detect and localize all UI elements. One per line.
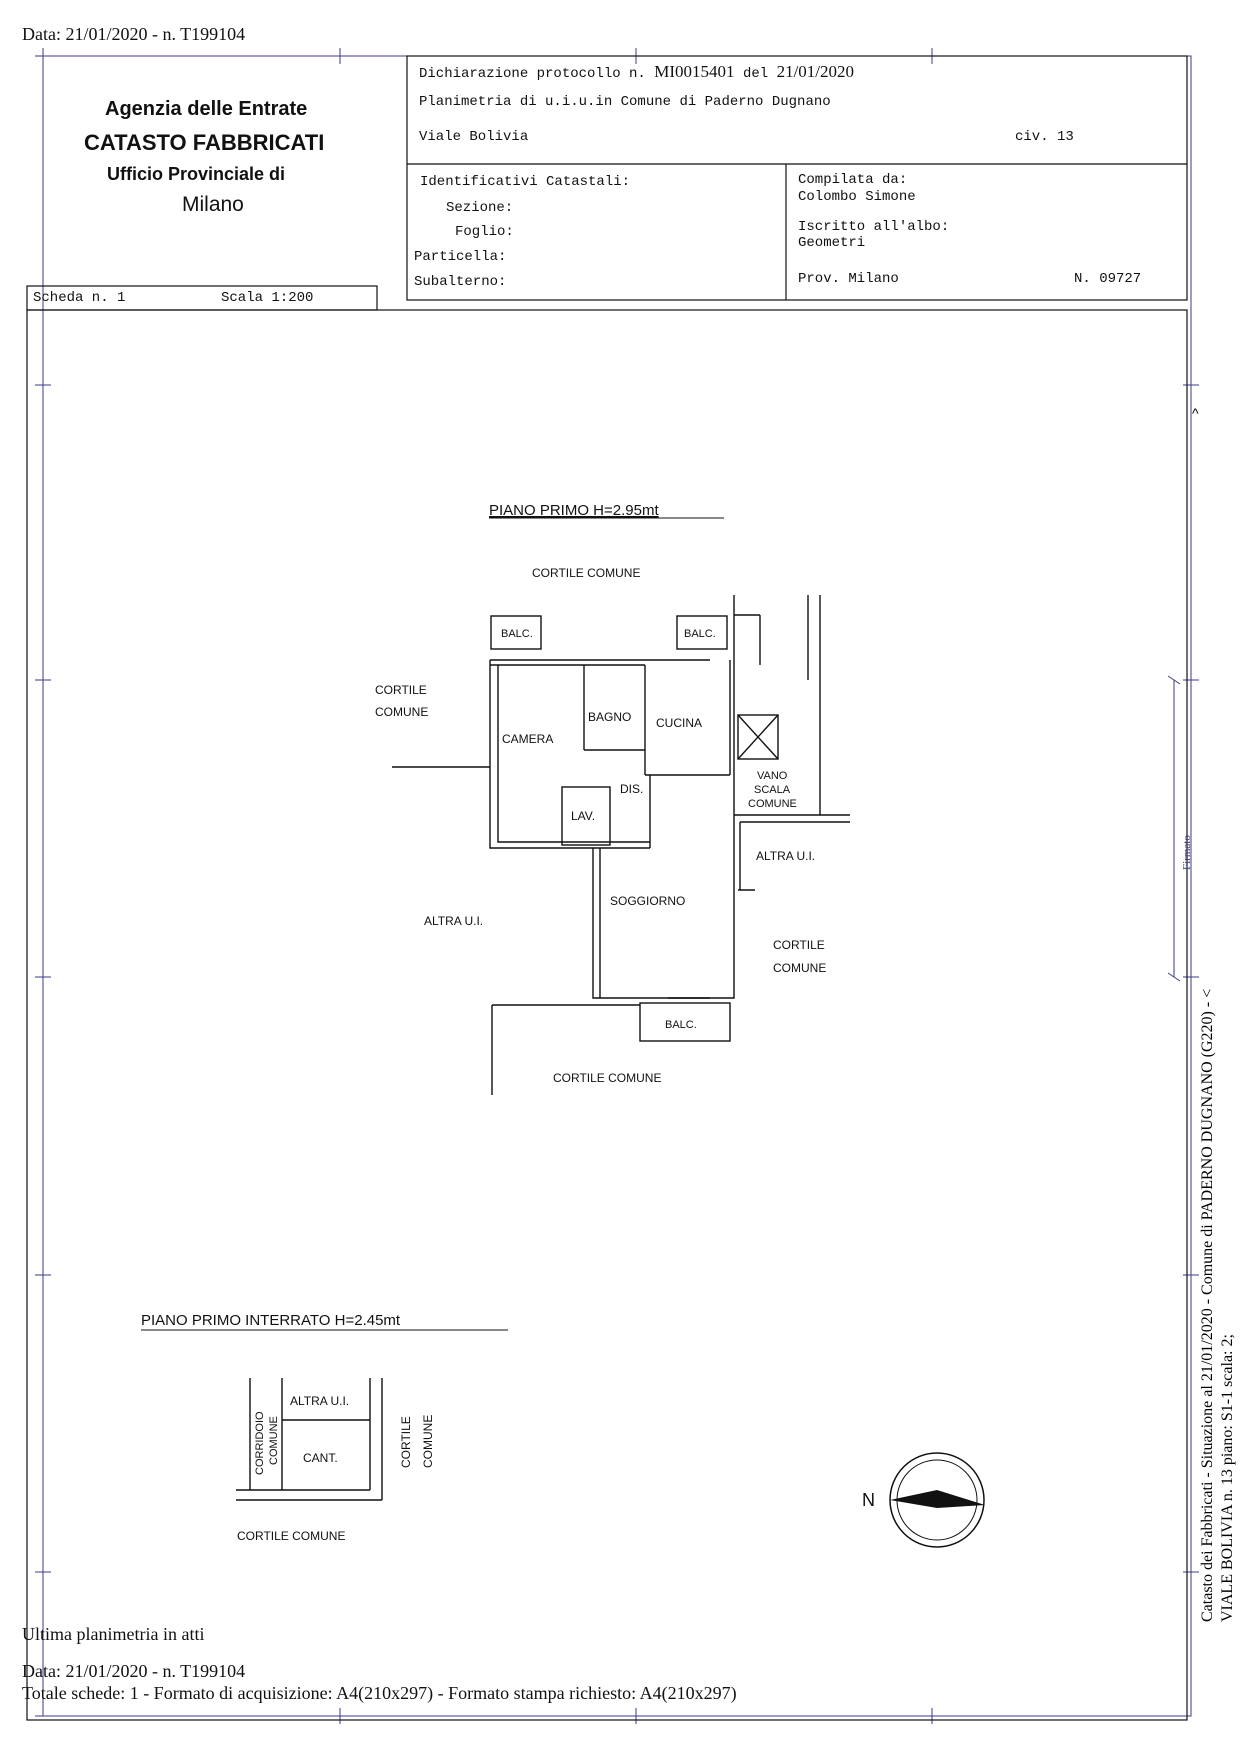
albo-value: Geometri bbox=[798, 235, 866, 251]
label-cortile-top: CORTILE COMUNE bbox=[532, 566, 641, 580]
label-cortile-bottom: CORTILE COMUNE bbox=[553, 1071, 662, 1085]
side-marker: Firmato bbox=[1181, 835, 1193, 870]
label-cant: CANT. bbox=[303, 1451, 338, 1465]
label-altra-left: ALTRA U.I. bbox=[424, 914, 484, 928]
label-cortile-basement: CORTILE COMUNE bbox=[237, 1529, 346, 1543]
header-date: Data: 21/01/2020 - n. T199104 bbox=[22, 24, 246, 44]
scheda-label: Scheda n. 1 bbox=[33, 290, 126, 306]
compass-n: N bbox=[862, 1490, 875, 1510]
first-floor-plan bbox=[392, 595, 850, 1095]
outer-frame bbox=[35, 48, 1199, 1724]
agency-line1: Agenzia delle Entrate bbox=[105, 98, 308, 120]
label-corridoio-2: COMUNE bbox=[268, 1416, 280, 1465]
label-cucina: CUCINA bbox=[656, 716, 703, 730]
scala-label: Scala 1:200 bbox=[221, 290, 314, 306]
plan-basement-title: PIANO PRIMO INTERRATO H=2.45mt bbox=[141, 1312, 401, 1329]
id-foglio: Foglio: bbox=[455, 224, 514, 240]
protocol-del: del bbox=[742, 66, 769, 82]
label-vano-3: COMUNE bbox=[748, 798, 797, 810]
label-cortile-v-1: CORTILE bbox=[399, 1416, 413, 1468]
label-balc-1: BALC. bbox=[501, 628, 533, 640]
label-vano-1: VANO bbox=[757, 770, 788, 782]
agency-line3: Ufficio Provinciale di bbox=[107, 164, 286, 184]
protocol-number: MI0015401 bbox=[654, 62, 735, 81]
label-cortile-v-2: COMUNE bbox=[421, 1414, 435, 1468]
label-altra-right: ALTRA U.I. bbox=[756, 849, 816, 863]
label-altra-basement: ALTRA U.I. bbox=[290, 1394, 350, 1408]
compilata-label: Compilata da: bbox=[798, 172, 908, 188]
header-box bbox=[27, 56, 1187, 1720]
label-soggiorno: SOGGIORNO bbox=[610, 894, 686, 908]
prov-value: Prov. Milano bbox=[798, 271, 899, 287]
label-camera: CAMERA bbox=[502, 732, 554, 746]
label-cortile-right-1: CORTILE bbox=[773, 938, 825, 952]
label-cortile-right-2: COMUNE bbox=[773, 961, 827, 975]
label-corridoio-1: CORRIDOIO bbox=[254, 1411, 266, 1475]
label-bagno: BAGNO bbox=[588, 710, 632, 724]
side-caret: ^ bbox=[1192, 405, 1199, 421]
plan-first-title: PIANO PRIMO H=2.95mt bbox=[489, 502, 659, 519]
label-dis: DIS. bbox=[620, 782, 644, 796]
label-balc-2: BALC. bbox=[684, 628, 716, 640]
label-balc-3: BALC. bbox=[665, 1019, 697, 1031]
street-line: Viale Bolivia bbox=[419, 129, 529, 145]
albo-label: Iscritto all'albo: bbox=[798, 219, 950, 235]
compilata-name: Colombo Simone bbox=[798, 189, 916, 205]
label-cortile-left-2: COMUNE bbox=[375, 705, 429, 719]
footer-data: Data: 21/01/2020 - n. T199104 bbox=[22, 1661, 246, 1681]
compass-icon bbox=[890, 1453, 985, 1547]
agency-line4: Milano bbox=[182, 193, 244, 216]
label-cortile-left-1: CORTILE bbox=[375, 683, 427, 697]
num-value: N. 09727 bbox=[1074, 271, 1142, 287]
protocol-line bbox=[419, 62, 854, 82]
protocol-date: 21/01/2020 bbox=[776, 62, 855, 81]
agency-line2: CATASTO FABBRICATI bbox=[84, 130, 325, 155]
protocol-label: Dichiarazione protocollo n. bbox=[419, 66, 646, 82]
side-note-2: VIALE BOLIVIA n. 13 piano: S1-1 scala: 2; bbox=[1219, 1334, 1236, 1622]
footer-ultima: Ultima planimetria in atti bbox=[22, 1624, 205, 1644]
id-sezione: Sezione: bbox=[446, 200, 514, 216]
id-title: Identificativi Catastali: bbox=[420, 174, 631, 190]
label-lav: LAV. bbox=[571, 809, 596, 823]
id-subalterno: Subalterno: bbox=[414, 274, 507, 290]
id-particella: Particella: bbox=[414, 249, 507, 265]
side-note-1: Catasto dei Fabbricati - Situazione al 21/01/2020 - Comune di PADERNO DUGNANO (G220) - < bbox=[1199, 988, 1216, 1622]
footer-totale: Totale schede: 1 - Formato di acquisizione: A4(210x297) - Formato stampa richiesto: A4(210x297) bbox=[22, 1683, 737, 1703]
civ-line: civ. 13 bbox=[1015, 129, 1074, 145]
planimetria-line: Planimetria di u.i.u.in Comune di Paderno Dugnano bbox=[419, 94, 831, 110]
label-vano-2: SCALA bbox=[754, 784, 791, 796]
